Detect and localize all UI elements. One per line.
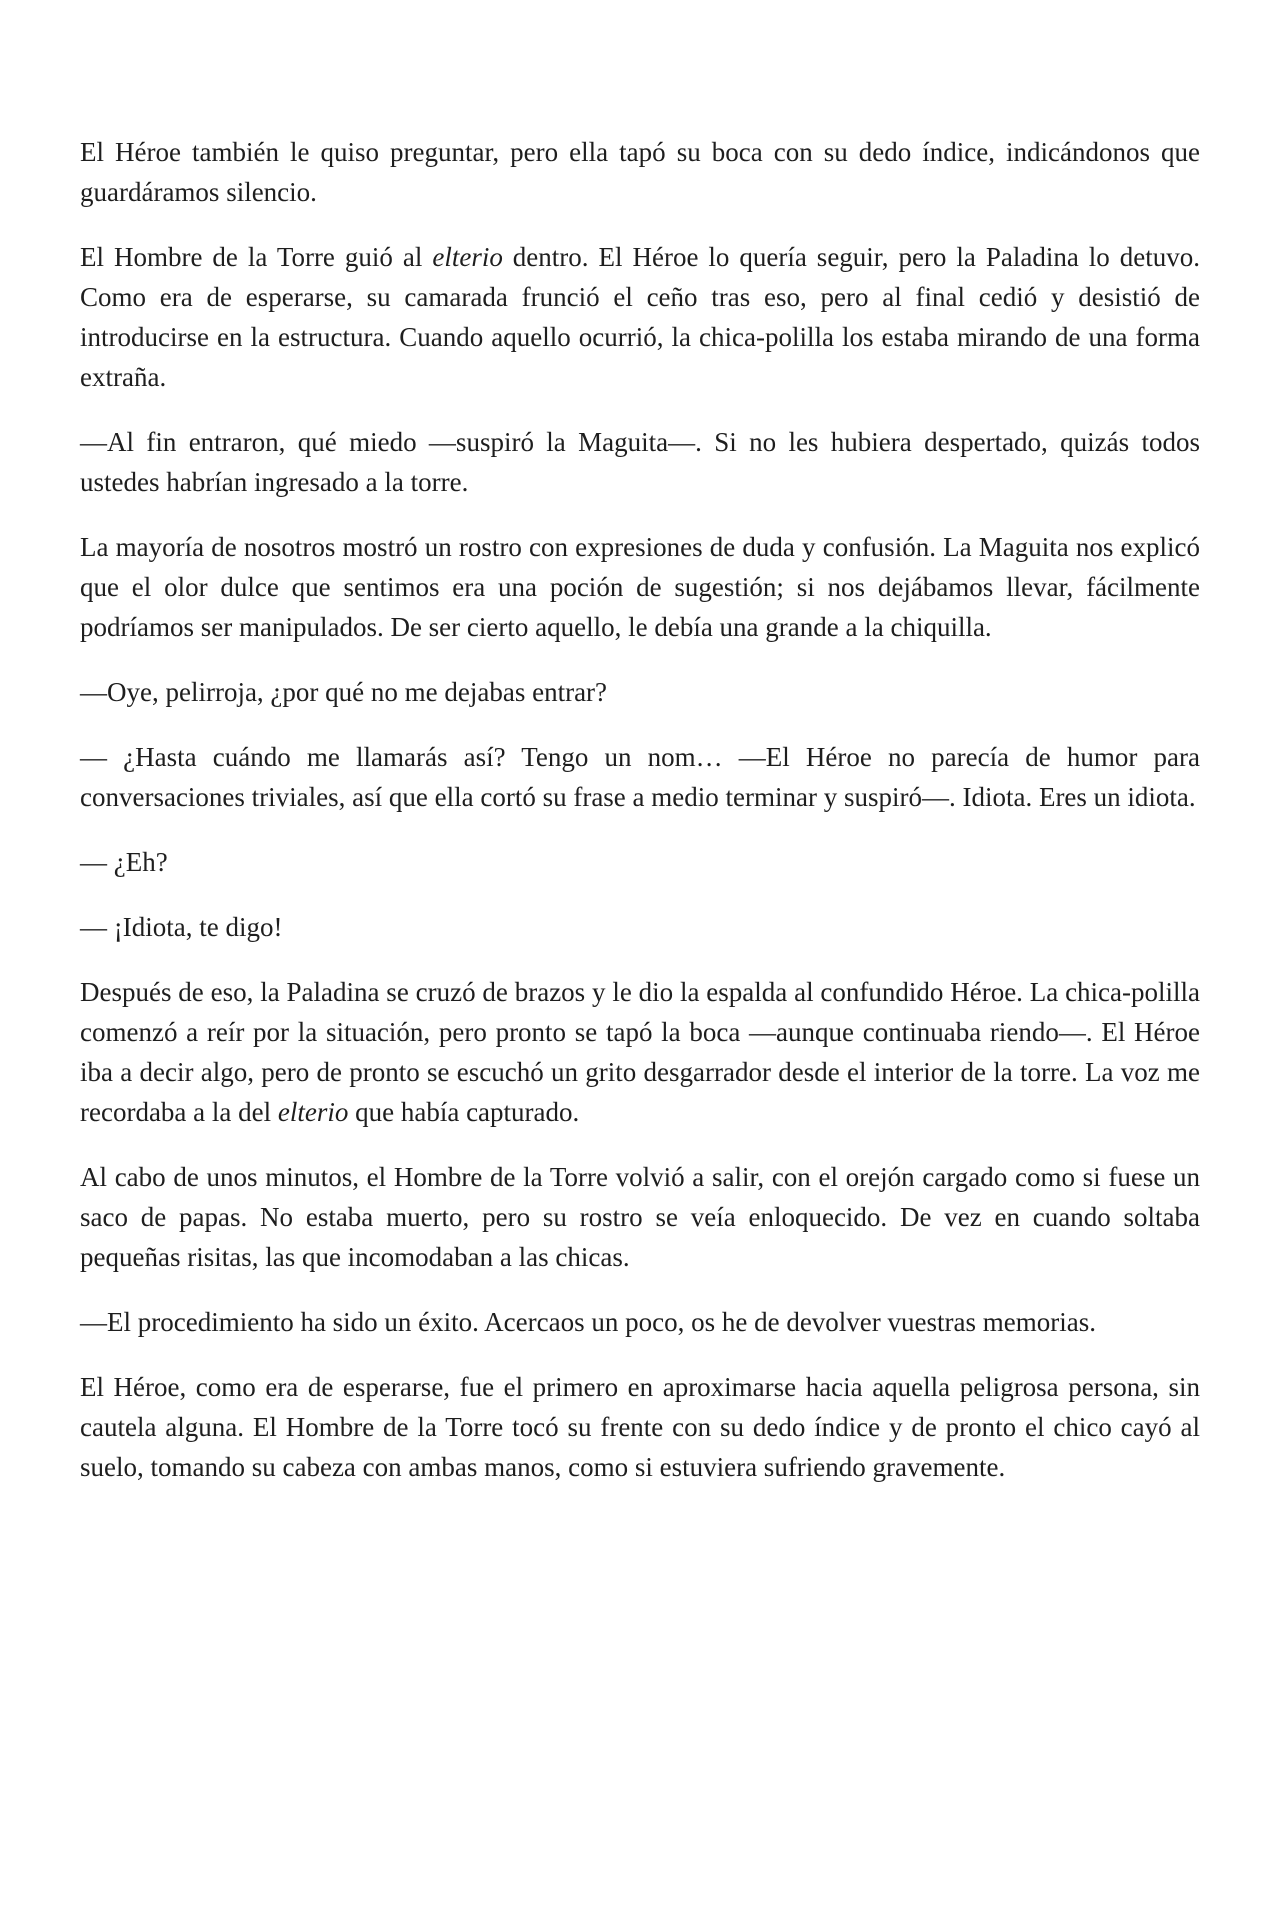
paragraph	[80, 1367, 1200, 1487]
text-run: — ¡Idiota, te digo!	[80, 912, 283, 942]
italic-term: elterio	[432, 242, 503, 272]
paragraph	[80, 1302, 1200, 1342]
document-page	[80, 132, 1200, 1487]
text-run: — ¿Hasta cuándo me llamarás así? Tengo un nom… —El Héroe no parecía de humor para conversaciones triviales, así que ella cortó su frase a medio terminar y suspiró—. Idiota. Eres un idiota.	[80, 742, 1200, 812]
paragraph	[80, 1157, 1200, 1277]
text-run: El Héroe también le quiso preguntar, pero ella tapó su boca con su dedo índice, indicándonos que guardáramos silencio.	[80, 137, 1200, 207]
italic-term: elterio	[277, 1097, 349, 1127]
text-run: El Héroe, como era de esperarse, fue el primero en aproximarse hacia aquella peligrosa persona, sin cautela alguna. El Hombre de la Torre tocó su frente con su dedo índice y de pronto el chico cayó al suelo, tomando su cabeza con ambas manos, como si estuviera sufriendo gravemente.	[80, 1372, 1200, 1482]
text-run: que había capturado.	[348, 1097, 580, 1127]
paragraph	[80, 132, 1200, 212]
text-run: —El procedimiento ha sido un éxito. Acercaos un poco, os he de devolver vuestras memorias.	[80, 1307, 1096, 1337]
text-run: La mayoría de nosotros mostró un rostro con expresiones de duda y confusión. La Maguita nos explicó que el olor dulce que sentimos era una poción de sugestión; si nos dejábamos llevar, fácilmente podríamos ser manipulados. De ser cierto aquello, le debía una grande a la chiquilla.	[80, 532, 1200, 642]
text-run: El Hombre de la Torre guió al	[80, 242, 433, 272]
text-run: — ¿Eh?	[80, 847, 168, 877]
text-run: dentro. El Héroe lo quería seguir, pero la Paladina lo detuvo. Como era de esperarse, su camarada frunció el ceño tras eso, pero al final cedió y desistió de introducirse en la estructura. Cuando aquello ocurrió, la chica-polilla los estaba mirando de una forma extraña.	[80, 242, 1201, 392]
text-run: Después de eso, la Paladina se cruzó de brazos y le dio la espalda al confundido Héroe. La chica-polilla comenzó a reír por la situación, pero pronto se tapó la boca —aunque continuaba riendo—. El Héroe iba a decir algo, pero de pronto se escuchó un grito desgarrador desde el interior de la torre. La voz me recordaba a la del	[80, 977, 1200, 1127]
text-run: —Oye, pelirroja, ¿por qué no me dejabas entrar?	[80, 677, 608, 707]
text-run: —Al fin entraron, qué miedo —suspiró la Maguita—. Si no les hubiera despertado, quizás todos ustedes habrían ingresado a la torre.	[80, 427, 1200, 497]
paragraph	[80, 907, 1200, 947]
paragraph	[80, 237, 1200, 397]
text-run: Al cabo de unos minutos, el Hombre de la Torre volvió a salir, con el orejón cargado como si fuese un saco de papas. No estaba muerto, pero su rostro se veía enloquecido. De vez en cuando soltaba pequeñas risitas, las que incomodaban a las chicas.	[80, 1162, 1200, 1272]
paragraph	[80, 422, 1200, 502]
paragraph	[80, 842, 1200, 882]
paragraph	[80, 737, 1200, 817]
paragraph	[80, 672, 1200, 712]
paragraph	[80, 527, 1200, 647]
paragraph	[80, 972, 1200, 1132]
